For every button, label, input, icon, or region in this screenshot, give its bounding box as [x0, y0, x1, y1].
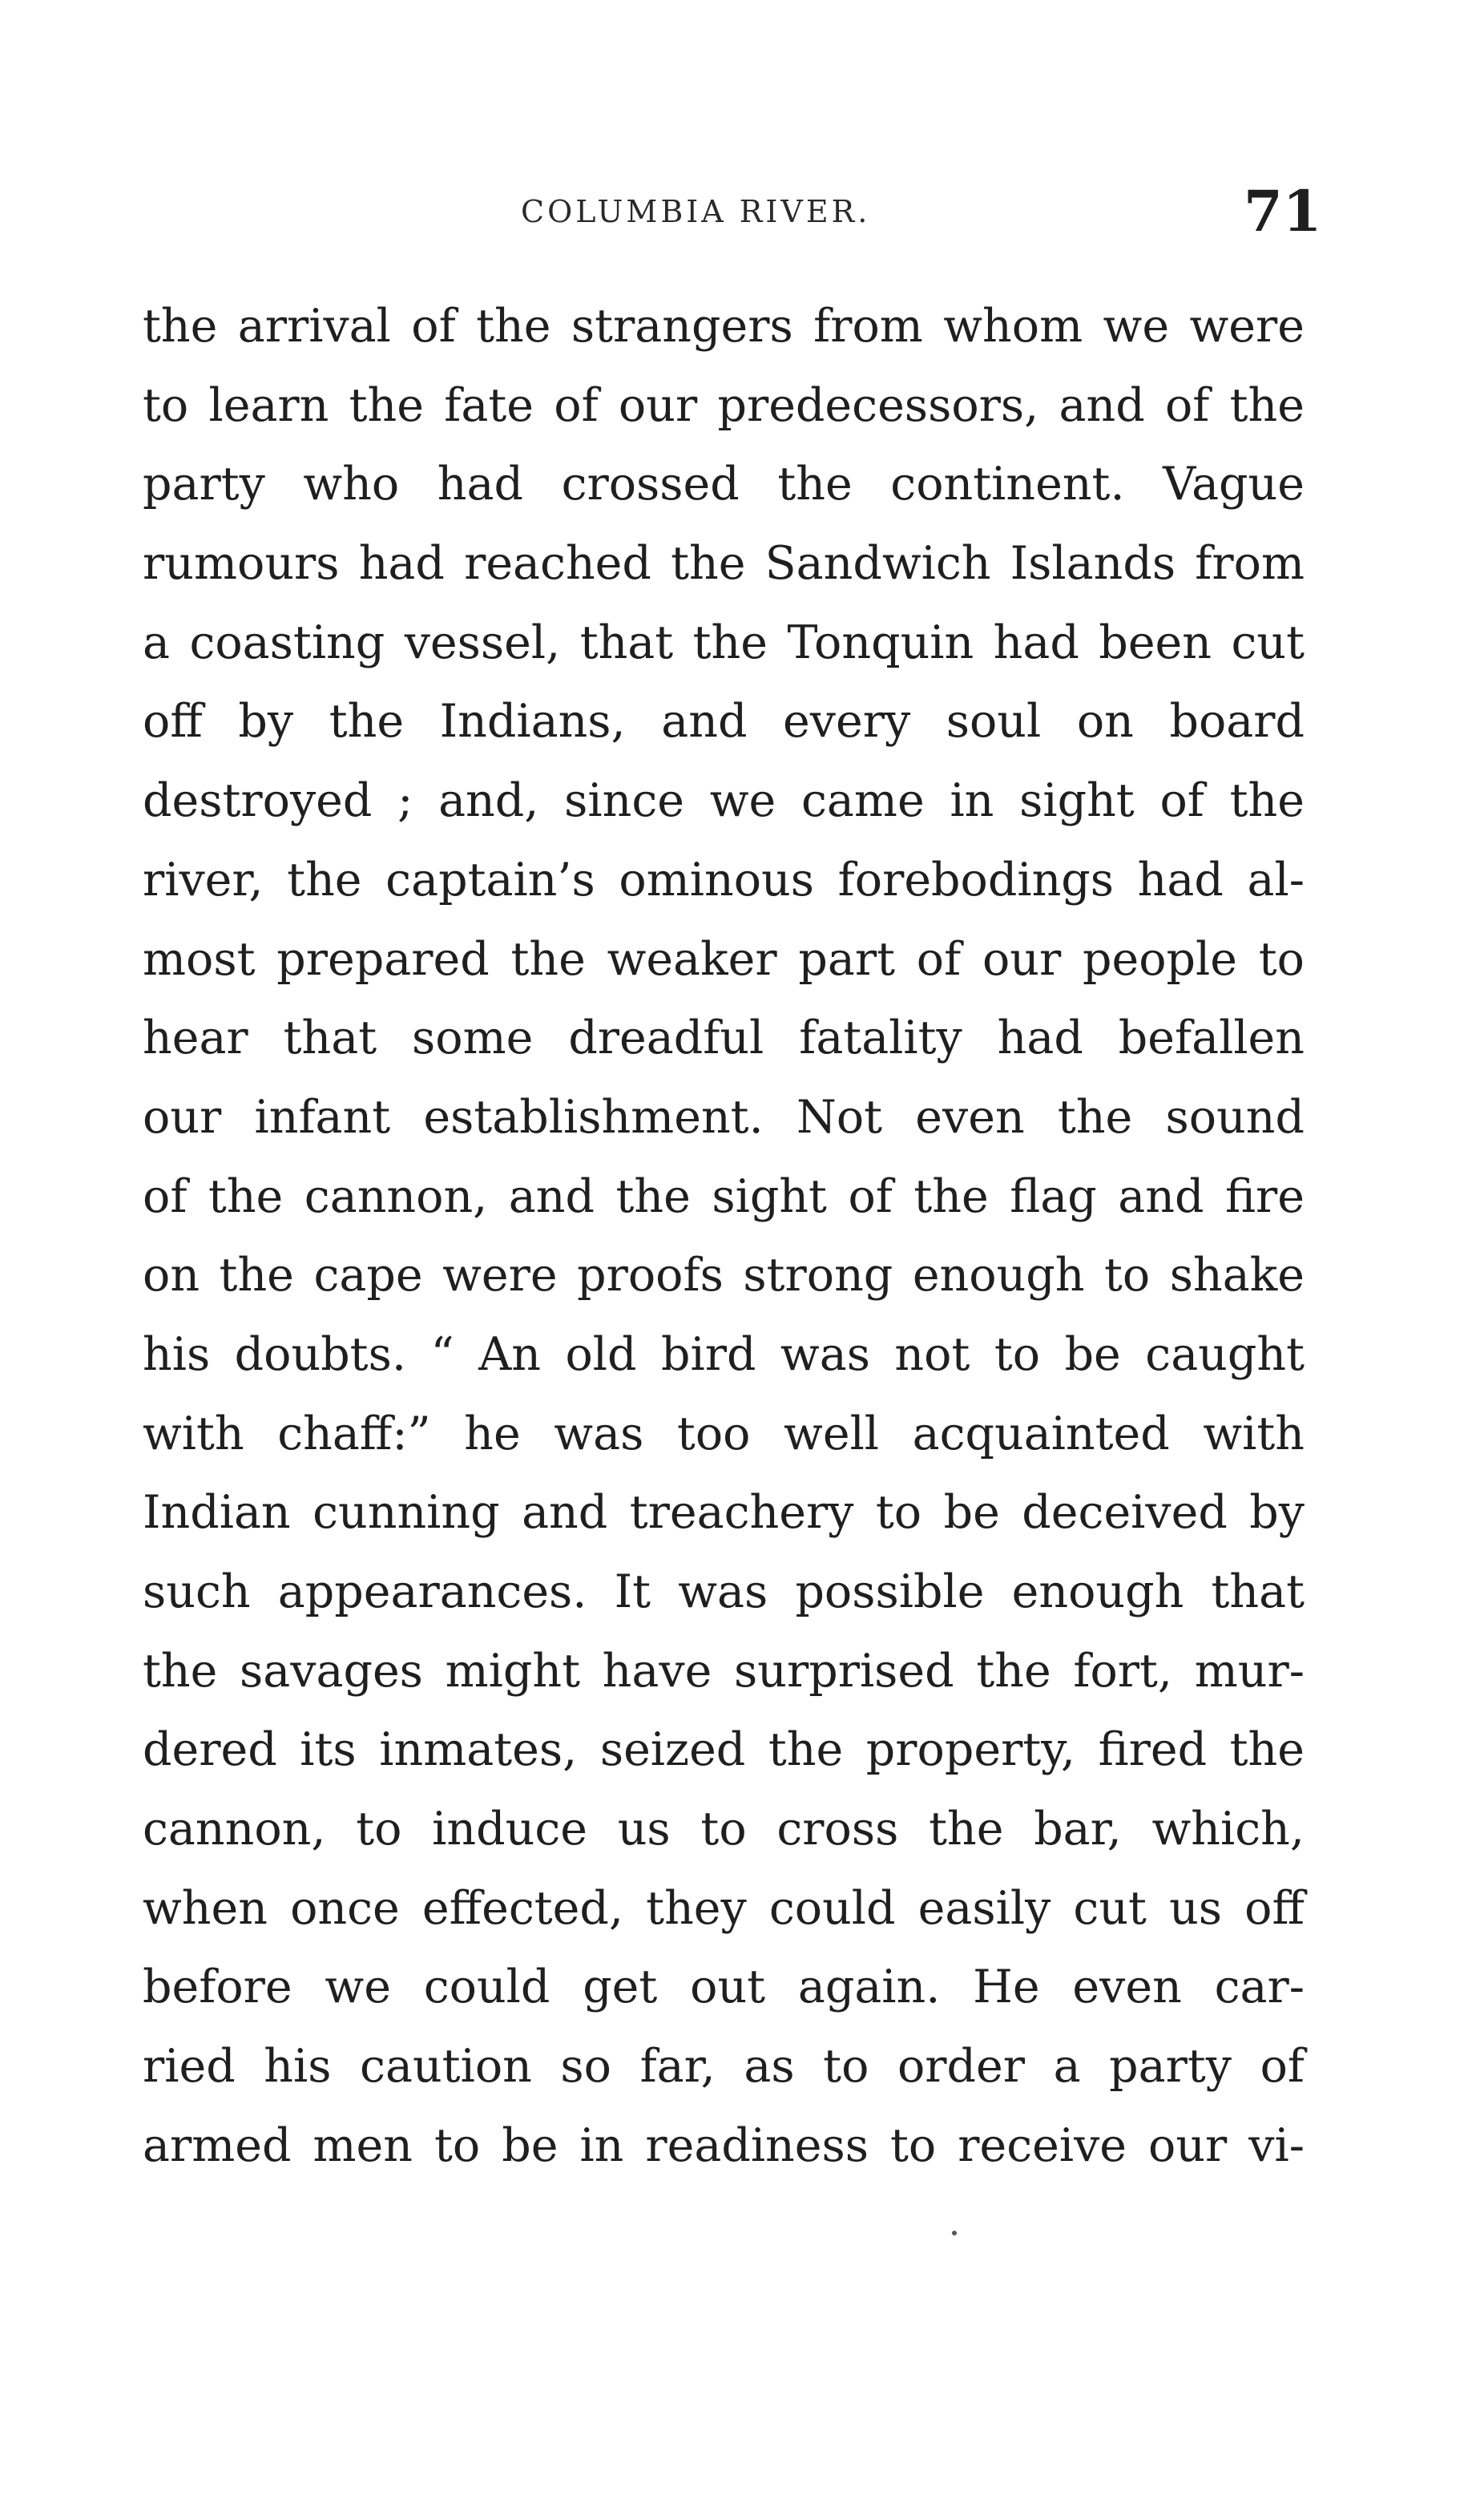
text-line: Indian cunning and treachery to be deceived by [143, 1486, 1305, 1540]
text-line: destroyed ; and, since we came in sight of the [143, 774, 1305, 828]
running-title: COLUMBIA RIVER. [521, 194, 871, 229]
text-line: to learn the fate of our predecessors, and of the [143, 378, 1305, 432]
text-line: party who had crossed the continent. Vague [143, 458, 1305, 511]
text-line: his doubts. “ An old bird was not to be caught [143, 1327, 1305, 1381]
text-line: rumours had reached the Sandwich Islands from [143, 537, 1305, 591]
page-number: 71 [1244, 178, 1322, 244]
text-line: before we could get out again. He even car- [143, 1961, 1305, 2014]
text-line: with chaff:” he was too well acquainted with [143, 1407, 1305, 1460]
text-line: cannon, to induce us to cross the bar, which, [143, 1803, 1305, 1856]
text-line: armed men to be in readiness to receive our vi- [143, 2118, 1305, 2172]
text-line: the arrival of the strangers from whom we were [143, 300, 1305, 353]
text-line: a coasting vessel, that the Tonquin had been cut [143, 616, 1305, 669]
text-line: such appearances. It was possible enough that [143, 1565, 1305, 1618]
text-line: when once effected, they could easily cut us off [143, 1881, 1305, 1935]
body-text [143, 287, 1305, 2186]
text-line: of the cannon, and the sight of the flag and fire [143, 1169, 1305, 1223]
text-line: hear that some dreadful fatality had befallen [143, 1012, 1305, 1065]
text-line: ried his caution so far, as to order a party of [143, 2040, 1305, 2094]
text-line: the savages might have surprised the fort, mur- [143, 1644, 1305, 1698]
text-line: off by the Indians, and every soul on board [143, 695, 1305, 749]
text-line: river, the captain’s ominous forebodings had al- [143, 853, 1305, 907]
ink-speck [952, 2231, 957, 2235]
text-line: our infant establishment. Not even the sound [143, 1090, 1305, 1144]
text-line: dered its inmates, seized the property, fired the [143, 1723, 1305, 1777]
text-line: on the cape were proofs strong enough to shake [143, 1249, 1305, 1302]
text-line: most prepared the weaker part of our people to [143, 932, 1305, 986]
